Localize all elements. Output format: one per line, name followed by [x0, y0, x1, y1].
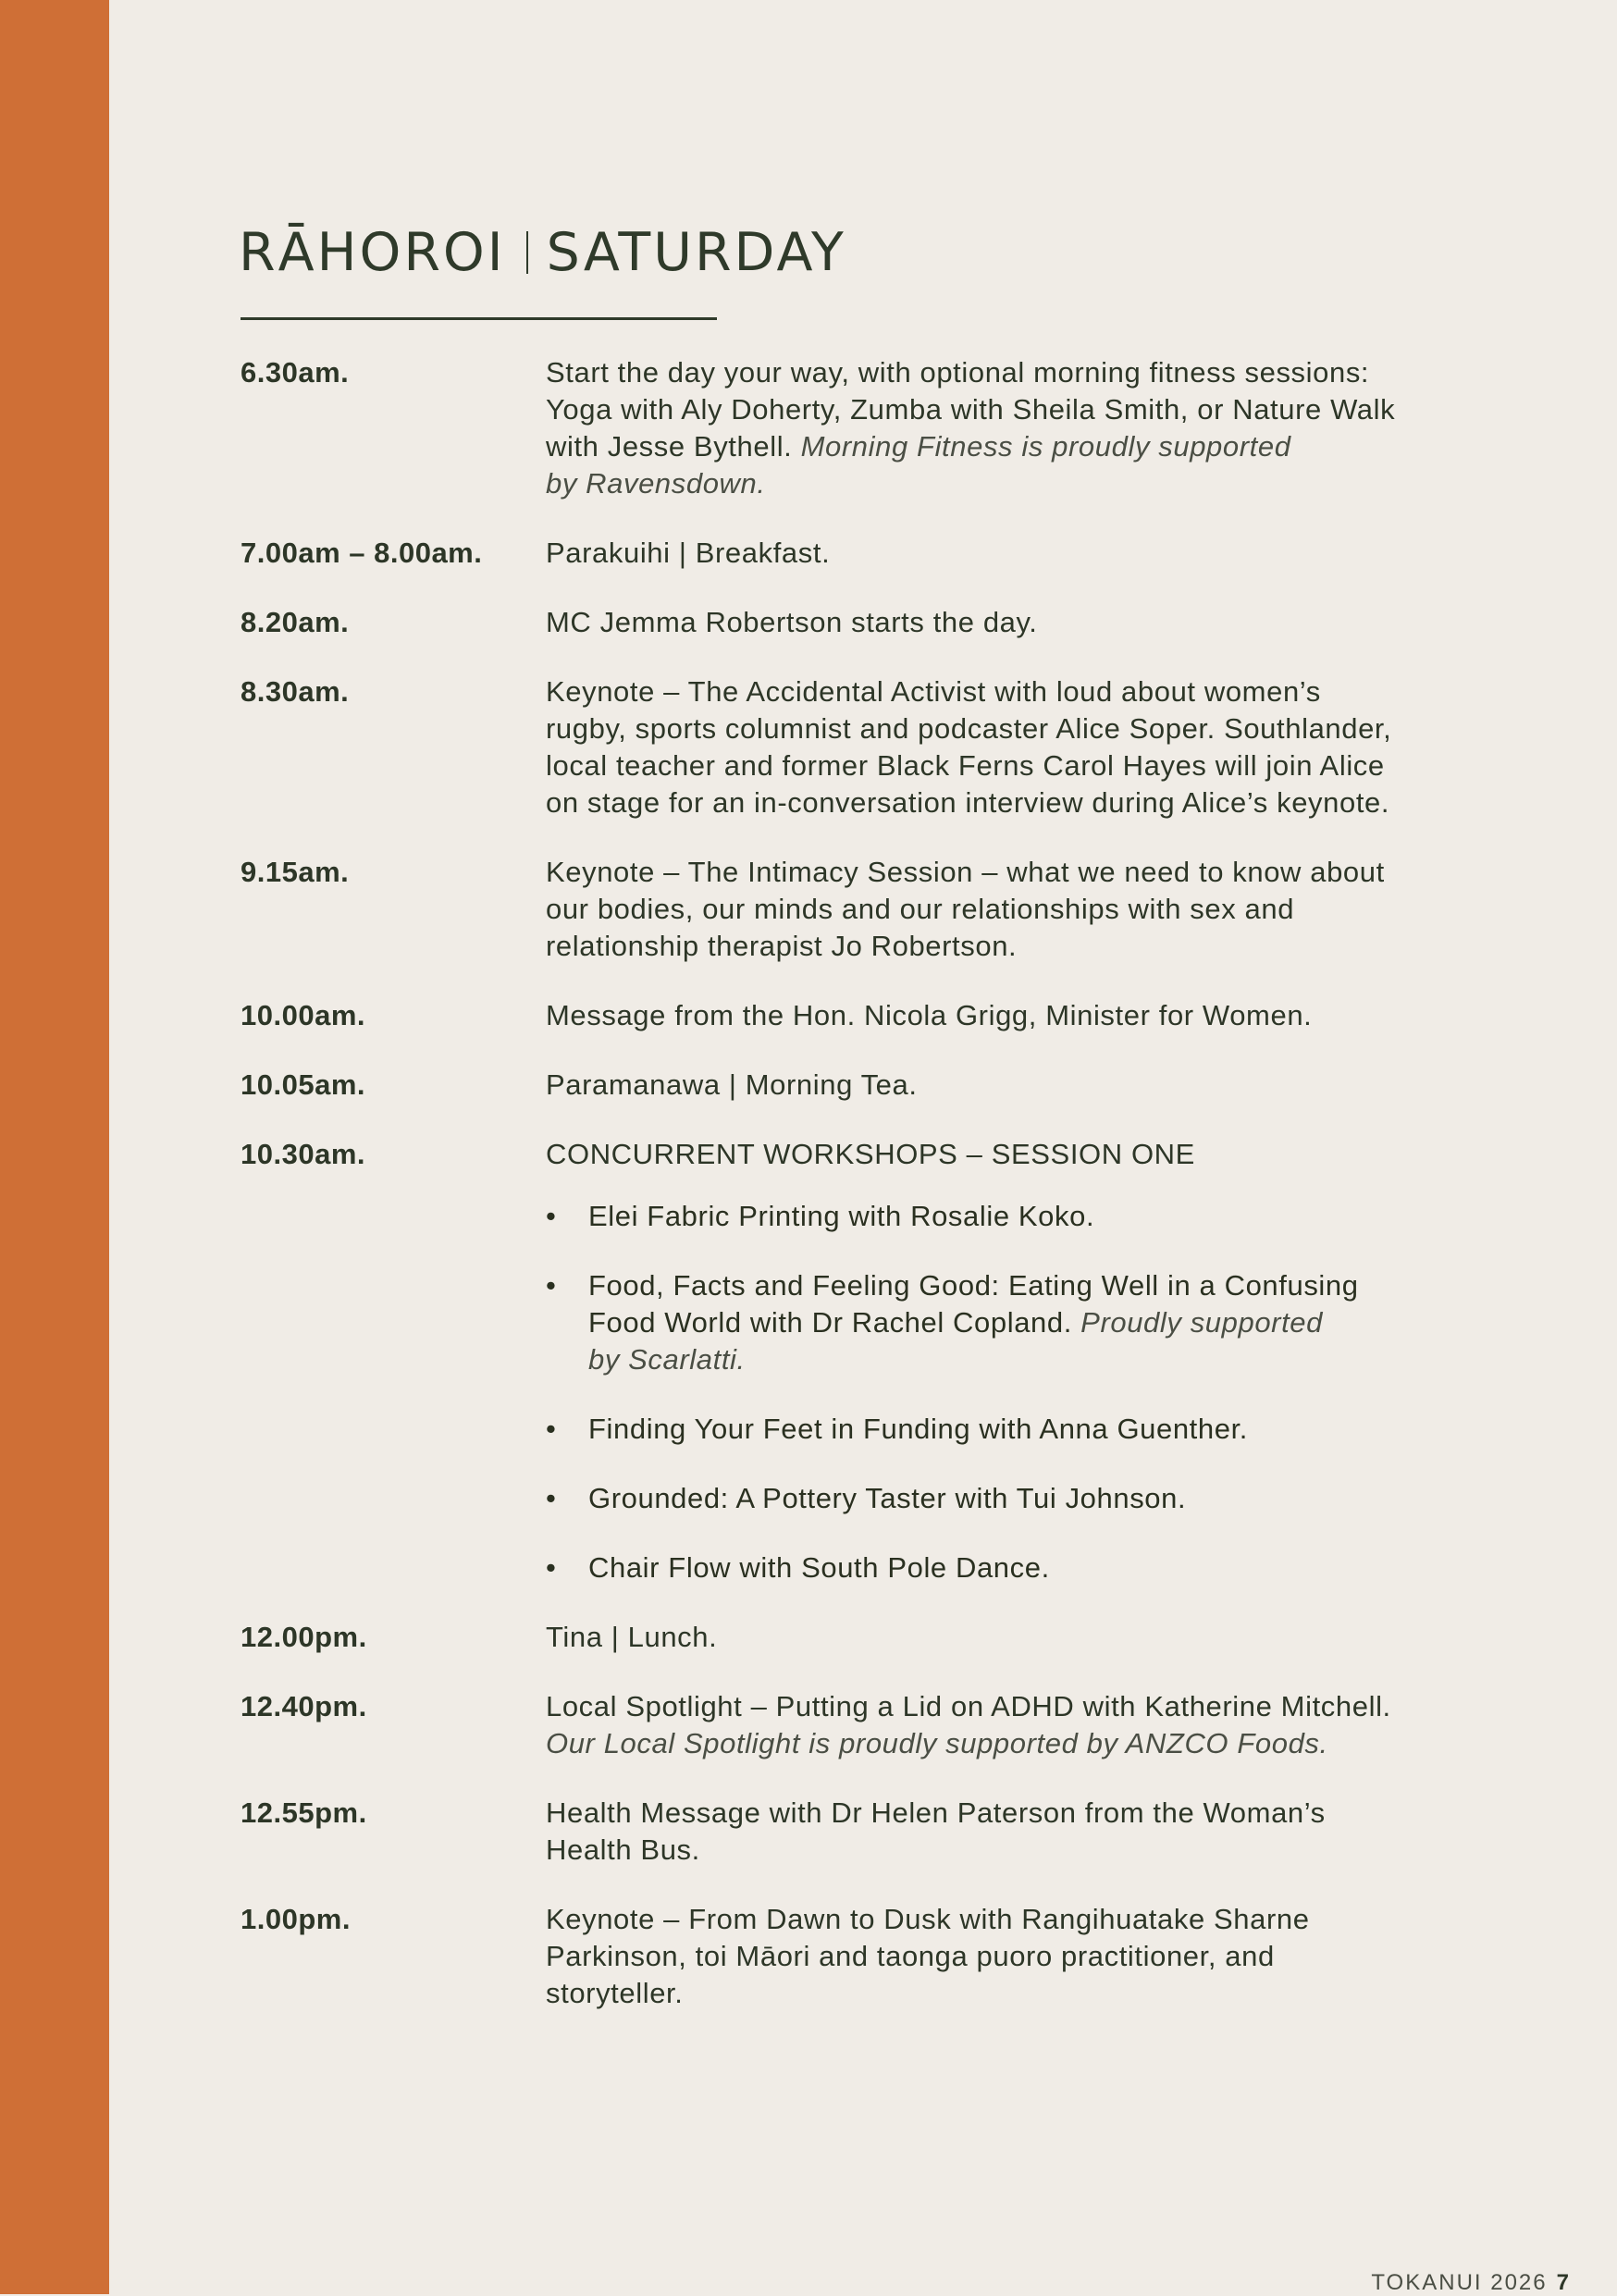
schedule-description: CONCURRENT WORKSHOPS – SESSION ONE: [546, 1138, 1195, 1170]
title-english: SATURDAY: [546, 222, 846, 283]
description-line: [546, 1725, 1536, 1762]
sponsor-note: by Scarlatti.: [588, 1343, 746, 1376]
schedule-time: 10.30am.: [241, 1138, 365, 1170]
sponsor-note: Proudly supported: [1080, 1306, 1323, 1339]
schedule-row: [241, 535, 1536, 572]
list-item: [546, 1198, 1536, 1235]
bullet-icon: •: [546, 1413, 557, 1445]
workshop-line: Elei Fabric Printing with Rosalie Koko.: [588, 1200, 1095, 1232]
schedule-list: [241, 354, 1536, 2044]
description-line: Parkinson, toi Māori and taonga puoro practitioner, and: [546, 1940, 1275, 1972]
footer-label: TOKANUI 2026: [1371, 2270, 1548, 2295]
schedule-time: 1.00pm.: [241, 1903, 351, 1935]
schedule-time: 10.00am.: [241, 999, 365, 1031]
title-maori: RĀHOROI: [239, 222, 506, 283]
list-item: [546, 1267, 1536, 1378]
schedule-row: [241, 997, 1536, 1034]
page-number: 7: [1556, 2270, 1569, 2295]
description-line: [546, 428, 1536, 465]
list-item: [546, 1549, 1536, 1586]
description-line: Keynote – The Intimacy Session – what we need to know about: [546, 856, 1385, 888]
schedule-row: [241, 1901, 1536, 2012]
description-line: storyteller.: [546, 1977, 684, 2009]
sponsor-note: Our Local Spotlight is proudly supported by ANZCO Foods.: [546, 1727, 1328, 1759]
description-line: Keynote – The Accidental Activist with loud about women’s: [546, 675, 1321, 708]
description-line: our bodies, our minds and our relationships with sex and: [546, 893, 1295, 925]
list-item: [546, 1480, 1536, 1517]
workshop-text: [588, 1480, 1186, 1517]
schedule-row: [241, 1688, 1536, 1762]
schedule-description: Message from the Hon. Nicola Grigg, Minister for Women.: [546, 999, 1313, 1031]
description-line: Health Bus.: [546, 1833, 700, 1866]
bullet-icon: •: [546, 1269, 557, 1302]
description-line: local teacher and former Black Ferns Carol Hayes will join Alice: [546, 749, 1385, 782]
schedule-time: 10.05am.: [241, 1068, 365, 1101]
schedule-description: [546, 1901, 1536, 2012]
description-line: [546, 465, 1536, 502]
schedule-row: [241, 1136, 1536, 1173]
schedule-description: Parakuihi | Breakfast.: [546, 537, 831, 569]
schedule-row: [241, 1067, 1536, 1104]
description-line: Keynote – From Dawn to Dusk with Rangihuatake Sharne: [546, 1903, 1310, 1935]
schedule-description: MC Jemma Robertson starts the day.: [546, 606, 1038, 638]
workshop-text: [588, 1549, 1050, 1586]
schedule-description: [546, 854, 1536, 965]
description-line: Local Spotlight – Putting a Lid on ADHD with Katherine Mitchell.: [546, 1690, 1391, 1722]
workshop-line: Food, Facts and Feeling Good: Eating Well in a Confusing: [588, 1269, 1359, 1302]
description-line: relationship therapist Jo Robertson.: [546, 930, 1018, 962]
schedule-time: 7.00am – 8.00am.: [241, 537, 483, 569]
schedule-description: Paramanawa | Morning Tea.: [546, 1068, 918, 1101]
list-item: [546, 1411, 1536, 1448]
bullet-icon: •: [546, 1200, 557, 1232]
bullet-icon: •: [546, 1551, 557, 1584]
description-line: rugby, sports columnist and podcaster Alice Soper. Southlander,: [546, 712, 1392, 745]
page-footer: [1371, 2270, 1569, 2296]
description-line: on stage for an in-conversation interview during Alice’s keynote.: [546, 786, 1390, 819]
workshop-line: Chair Flow with South Pole Dance.: [588, 1551, 1050, 1584]
workshop-text: [588, 1198, 1094, 1235]
workshop-text: [588, 1411, 1248, 1448]
schedule-time: 12.40pm.: [241, 1690, 367, 1722]
schedule-row: [241, 354, 1536, 502]
sponsor-note: Morning Fitness is proudly supported: [800, 430, 1291, 463]
workshop-line-text: Food World with Dr Rachel Copland.: [588, 1306, 1072, 1339]
schedule-description: [546, 354, 1536, 502]
schedule-time: 12.55pm.: [241, 1796, 367, 1829]
description-text: with Jesse Bythell.: [546, 430, 793, 463]
schedule-time: 6.30am.: [241, 356, 350, 389]
title-divider: [526, 231, 528, 274]
schedule-time: 8.30am.: [241, 675, 350, 708]
schedule-description: [546, 1688, 1536, 1762]
schedule-description: [546, 673, 1536, 821]
workshop-line: [588, 1341, 1359, 1378]
schedule-time: 12.00pm.: [241, 1621, 367, 1653]
workshop-text: [588, 1267, 1359, 1378]
schedule-row: [241, 673, 1536, 821]
workshop-line: Grounded: A Pottery Taster with Tui Johnson.: [588, 1482, 1187, 1514]
schedule-time: 8.20am.: [241, 606, 350, 638]
description-line: Start the day your way, with optional morning fitness sessions:: [546, 356, 1370, 389]
side-accent-bar: [0, 0, 109, 2294]
schedule-description: Tina | Lunch.: [546, 1621, 718, 1653]
schedule-row: [241, 854, 1536, 965]
schedule-time: 9.15am.: [241, 856, 350, 888]
schedule-row: [241, 1795, 1536, 1869]
workshop-line: Finding Your Feet in Funding with Anna Guenther.: [588, 1413, 1248, 1445]
bullet-icon: •: [546, 1482, 557, 1514]
schedule-description: [546, 1795, 1536, 1869]
sponsor-note: by Ravensdown.: [546, 467, 766, 500]
schedule-row: [241, 1619, 1536, 1656]
workshop-line: [588, 1304, 1359, 1341]
heading-underline: [241, 317, 717, 320]
workshop-list: [546, 1198, 1536, 1586]
description-line: Yoga with Aly Doherty, Zumba with Sheila Smith, or Nature Walk: [546, 393, 1396, 426]
page-title: [239, 222, 846, 283]
description-line: Health Message with Dr Helen Paterson from the Woman’s: [546, 1796, 1326, 1829]
schedule-row: [241, 604, 1536, 641]
